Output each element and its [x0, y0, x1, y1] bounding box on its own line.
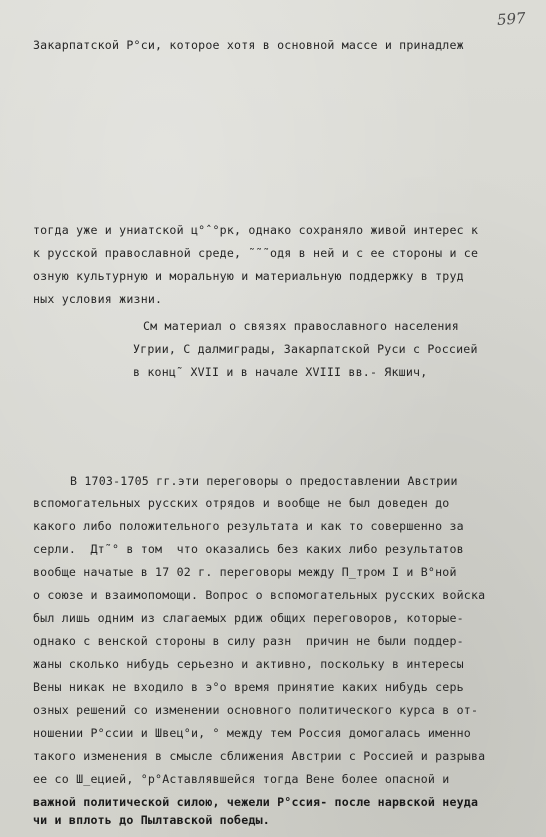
text-line: серли. Дт˜° в том что оказались без каких либо результатов [33, 542, 464, 556]
text-line: какого либо положительного результата и как то совершенно за [33, 519, 464, 533]
text-line: Вены никак не входило в э°о время принятие каких нибудь серь [33, 680, 464, 694]
text-line: ее со Ш_ецией, °р°Аставлявшейся тогда Вене более опасной и [33, 772, 450, 786]
text-line: жаны сколько нибудь серьезно и активно, поскольку в интересы [33, 657, 464, 671]
page-number: 597 [496, 9, 527, 29]
text-line: ношении Р°ссии и Швец°и, ° между тем Россия домогалась именно [33, 726, 471, 740]
note-line: Угрии, С далмиграды, Закарпатской Руси с Россией [133, 342, 478, 356]
text-line: чи и вплоть до Пылтавской победы. [33, 813, 270, 827]
text-line: однако с венской стороны в силу разн причин не были поддер- [33, 634, 464, 648]
text-line: ных условия жизни. [33, 292, 163, 306]
text-line: вспомогательных русских отрядов и вообще не был доведен до [33, 496, 450, 510]
text-line: такого изменения в смысле сближения Австрии с Россией и разрыва [33, 749, 486, 763]
text-line: В 1703-1705 гг.эти переговоры о предоставлении Австрии [70, 474, 458, 488]
text-line: к русской православной среде, ˜˜˜одя в ней и с ее стороны и се [33, 246, 479, 260]
note-line: См материал о связях православного населения [143, 319, 459, 333]
note-line: в конц˜ XVII и в начале XVIII вв.- Якшич, [133, 365, 428, 379]
text-line: вообще начатые в 17 02 г. переговоры между П_тром I и В°ной [33, 565, 457, 579]
text-line: важной политической силою, чежели Р°ссия- после нарвской неуда [33, 795, 479, 809]
text-line-top: Закарпатской Р°си, которое хотя в основной массе и принадлеж [33, 38, 464, 52]
text-line: о союзе и взаимопомощи. Вопрос о вспомогательных русских войска [33, 588, 486, 602]
text-line: озную культурную и моральную и материальную поддержку в труд [33, 269, 464, 283]
text-line: озных решений со изменении основного политического курса в от- [33, 703, 479, 717]
text-line: тогда уже и униатской ц°ˆ°рк, однако сохраняло живой интерес к [33, 223, 479, 237]
text-line: был лишь одним из слагаемых рдиж общих переговоров, которые- [33, 611, 464, 625]
